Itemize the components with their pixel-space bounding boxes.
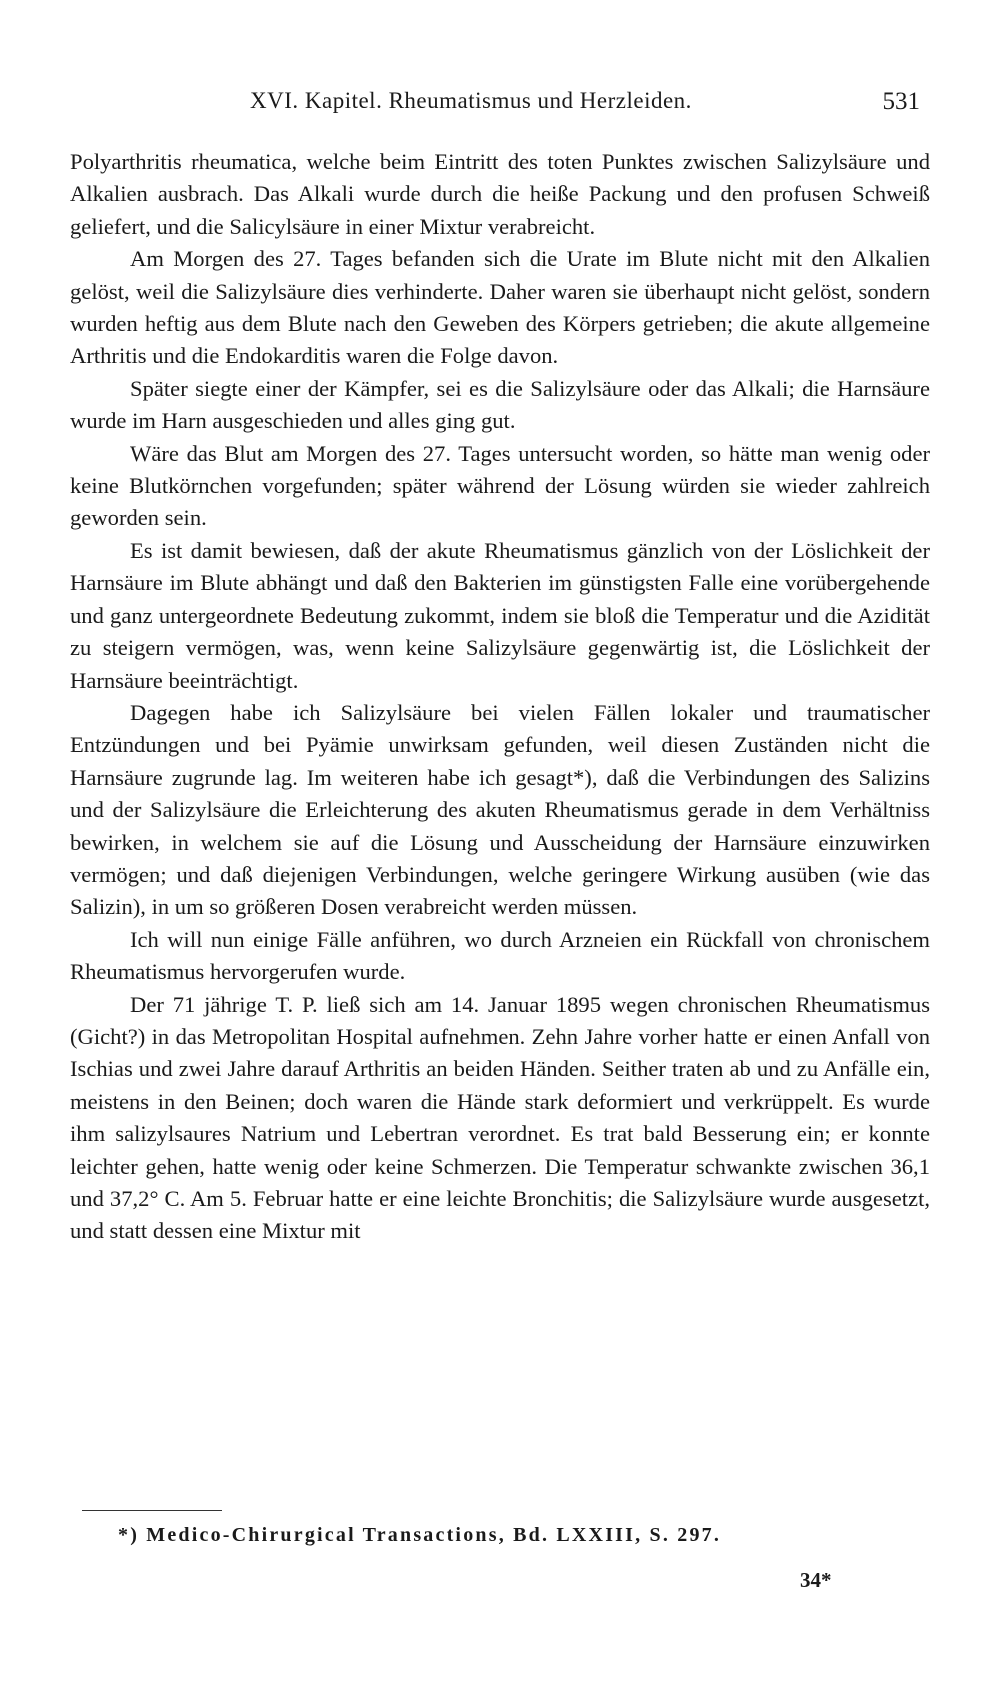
page-number: 531 <box>882 88 920 115</box>
paragraph-3: Später siegte einer der Kämpfer, sei es die Salizylsäure oder das Alkali; die Harnsäure wurde im Harn ausgeschieden und alles ging gut. <box>70 375 930 434</box>
footnote: *) Medico-Chirurgical Transactions, Bd. LXXIII, S. 297. <box>118 1524 722 1546</box>
running-header <box>70 88 930 124</box>
body-text <box>70 146 930 1248</box>
paragraph-7: Ich will nun einige Fälle anführen, wo durch Arzneien ein Rückfall von chronischem Rheumatismus hervorgerufen wurde. <box>70 926 930 985</box>
running-title: XVI. Kapitel. Rheumatismus und Herzleiden. <box>250 88 692 113</box>
paragraph-8: Der 71 jährige T. P. ließ sich am 14. Januar 1895 wegen chronischen Rheumatismus (Gicht?) in das Metropolitan Hospital aufnehmen. Zehn Jahre vorher hatte er einen Anfall von Ischias und zwei Jahre darauf Arthritis an beiden Händen. Seither traten ab und zu Anfälle ein, meistens in den Beinen; doch waren die Hände stark deformiert und verkrüppelt. Es wurde ihm salizylsaures Natrium und Lebertran verordnet. Es trat bald Besserung ein; er konnte leichter gehen, hatte wenig oder keine Schmerzen. Die Temperatur schwankte zwischen 36,1 und 37,2° C. Am 5. Februar hatte er eine leichte Bronchitis; die Salizylsäure wurde ausgesetzt, und statt dessen eine Mixtur mit <box>70 991 930 1244</box>
paragraph-4: Wäre das Blut am Morgen des 27. Tages untersucht worden, so hätte man wenig oder keine Blutkörnchen vorgefunden; später während der Lösung würden sie wieder zahlreich geworden sein. <box>70 440 930 531</box>
paragraph-5: Es ist damit bewiesen, daß der akute Rheumatismus gänzlich von der Löslichkeit der Harnsäure im Blute abhängt und daß den Bakterien im günstigsten Falle eine vorübergehende und ganz untergeordnete Bedeutung zukommt, indem sie bloß die Temperatur und die Azidität zu steigern vermögen, was, wenn keine Salizylsäure gegenwärtig ist, die Löslichkeit der Harnsäure beeinträchtigt. <box>70 537 930 693</box>
paragraph-6: Dagegen habe ich Salizylsäure bei vielen Fällen lokaler und traumatischer Entzündungen und bei Pyämie unwirksam gefunden, weil diesen Zuständen nicht die Harnsäure zugrunde lag. Im weiteren habe ich gesagt*), daß die Verbindungen des Salizins und der Salizylsäure die Erleichterung des akuten Rheumatismus gerade in dem Verhältniss bewirken, in welchem sie auf die Lösung und Ausscheidung der Harnsäure einzuwirken vermögen; und daß diejenigen Verbindungen, welche geringere Wirkung ausüben (wie das Salizin), in um so größeren Dosen verabreicht werden müssen. <box>70 699 930 920</box>
paragraph-1: Polyarthritis rheumatica, welche beim Eintritt des toten Punktes zwischen Salizylsäure und Alkalien ausbrach. Das Alkali wurde durch die heiße Packung und den profusen Schweiß geliefert, und die Salicylsäure in einer Mixtur verabreicht. <box>70 149 930 239</box>
paragraph-2: Am Morgen des 27. Tages befanden sich die Urate im Blute nicht mit den Alkalien gelöst, weil die Salizylsäure dies verhinderte. Daher waren sie überhaupt nicht gelöst, sondern wurden heftig aus dem Blute nach den Geweben des Körpers getrieben; die akute allgemeine Arthritis und die Endokarditis waren die Folge davon. <box>70 246 930 369</box>
footnote-divider <box>82 1510 222 1511</box>
signature-mark: 34* <box>800 1568 832 1592</box>
